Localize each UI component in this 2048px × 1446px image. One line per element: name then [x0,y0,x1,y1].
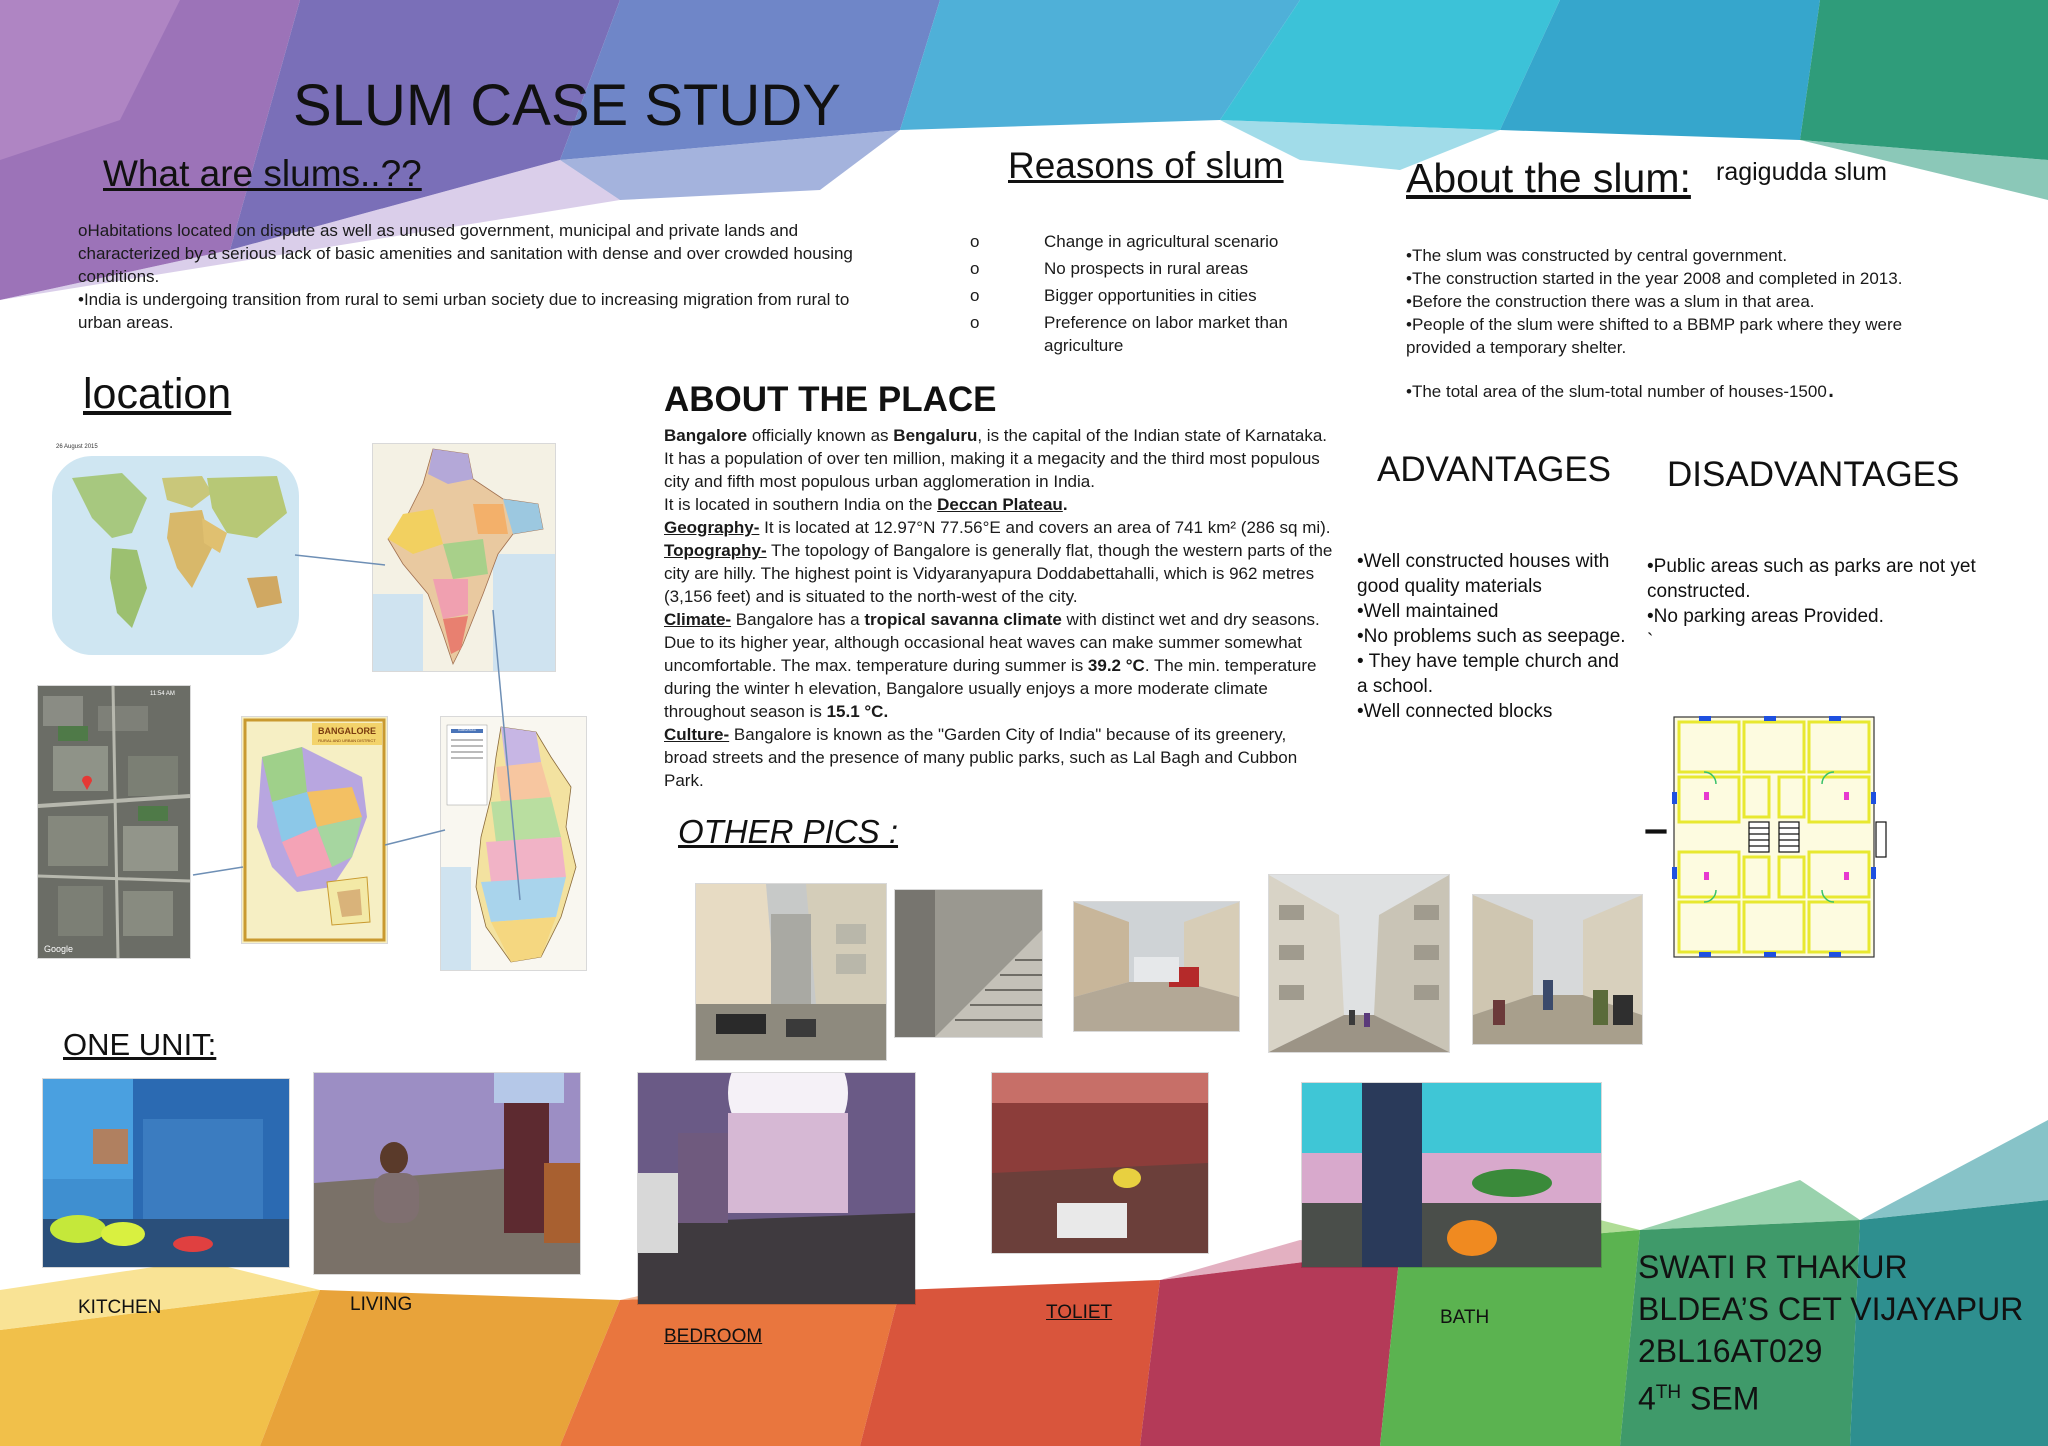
narrow-street-photo [1269,875,1449,1052]
about-line: •The construction started in the year 2008 and completed in 2013. [1406,269,1903,288]
bangalore-district-map-image [242,717,387,943]
advantages-list [1357,549,1627,724]
world-map-image [52,438,299,655]
india-map-image [373,444,555,671]
staircase-photo [895,890,1042,1037]
author-college: BLDEA’S CET VIJAYAPUR [1638,1291,2024,1327]
karnataka-map-title: KARNATAKA [458,728,476,732]
advantages-heading: ADVANTAGES [1377,450,1612,489]
advantage-item: •No problems such as seepage. [1357,626,1626,647]
about-line: •The slum was constructed by central government. [1406,246,1788,265]
lane-photo-car [1074,902,1239,1031]
sat-time: 11:54 AM [150,691,175,697]
location-heading: location [83,370,232,418]
disadvantage-item: •Public areas such as parks are not yet constructed. [1647,556,1976,602]
satellite-map-image [38,686,190,958]
floor-plan-image [1644,712,1889,965]
slum-total: •The total area of the slum-total number of houses-1500. [1406,371,1836,404]
para-bullet: o [78,221,88,240]
bath-photo [1302,1083,1601,1267]
topography-label: Topography- [664,541,767,560]
caption-toilet: TOLIET [1046,1302,1113,1323]
advantage-item: • They have temple church and a school. [1357,651,1619,697]
toilet-photo [992,1073,1208,1253]
author-block [1638,1246,2023,1420]
advantage-item: •Well connected blocks [1357,701,1553,722]
geography-label: Geography- [664,518,760,537]
india-transition: •India is undergoing transition from rural to semi urban society due to increasing migration from rural to urban areas. [78,290,850,332]
living-room-photo [314,1073,580,1274]
other-pics-heading: OTHER PICS : [678,813,899,850]
reason-item: o Bigger opportunities in cities [970,286,1257,305]
author-id: 2BL16AT029 [1638,1333,1823,1369]
climate-label: Climate- [664,610,732,629]
slum-name: ragigudda slum [1716,158,1887,186]
page-title: SLUM CASE STUDY [293,73,841,138]
reason-item: o Preference on labor market than agriculture [970,313,1288,355]
population-text: It has a population of over ten million, making it a megacity and the third most populous city and fifth most populous urban agglomeration in India. [664,449,1320,491]
bangalore-map-subtitle: RURAL AND URBAN DISTRICT [318,738,376,743]
about-place-heading: ABOUT THE PLACE [664,380,997,419]
reasons-heading: Reasons of slum [1008,145,1284,186]
street-photo-1 [696,884,886,1060]
caption-kitchen: KITCHEN [78,1297,162,1318]
kitchen-photo [43,1079,289,1267]
karnataka-map-image [441,717,586,970]
caption-bedroom: BEDROOM [664,1326,763,1347]
reason-item: o Change in agricultural scenario [970,232,1279,251]
culture-label: Culture- [664,725,730,744]
street-photo-people [1473,895,1642,1044]
bengaluru-bold: Bengaluru [893,426,978,445]
map-date: 26 August 2015 [56,444,98,450]
deccan-plateau-link[interactable]: Deccan Plateau [937,495,1063,514]
bangalore-map-title: BANGALORE [318,726,376,736]
reasons-list [970,230,1344,357]
one-unit-heading: ONE UNIT: [63,1027,217,1062]
advantage-item: •Well maintained [1357,601,1499,622]
bedroom-photo [638,1073,915,1304]
author-semester: 4TH SEM [1638,1380,1760,1417]
disadvantages-heading: DISADVANTAGES [1667,455,1960,494]
author-name: SWATI R THAKUR [1638,1249,1908,1285]
about-place-text: Bangalore officially known as Bengaluru, is the capital of the Indian state of Karnataka. It has a population of over ten million, making it a megacity and the third most populous city and fifth most populous urban agglomeration in India. It is located in southern India on the Deccan Plateau. Geography- It is located at 12.97°N 77.56°E and covers an area of 741 km² (286 sq mi). Topography- The topology of Bangalore is generally flat, though the western parts of the city are hilly. The highest point is Vidyaranyapura Doddabettahalli, which is 962 metres (3,156 feet) and is situated to the north-west of the city. Climate- Bangalore has a tropical savanna climate with distinct wet and dry seasons. Due to its higher year, although occasional heat waves can make summer somewhat uncomfortable. The max. temperature during summer is 39.2 °C. The min. temperature during the winter h elevation, Bangalore usually enjoys a more moderate climate throughout season is 15.1 °C. Culture- Bangalore is known as the "Garden City of India" because of its greenery, broad streets and the presence of many public parks, such as Lal Bagh and Cubbon Park. [664,426,1333,790]
disadvantages-list [1647,554,1977,654]
caption-living: LIVING [350,1294,413,1315]
what-are-slums-text [78,219,888,334]
reason-item: o No prospects in rural areas [970,259,1249,278]
bangalore-bold: Bangalore [664,426,748,445]
about-line: •People of the slum were shifted to a BBMP park where they were provided a temporary shelter. [1406,315,1903,357]
google-label: Google [44,944,74,954]
advantage-item: •Well constructed houses with good quality materials [1357,551,1610,597]
caption-bath: BATH [1440,1307,1490,1328]
stray-mark: ` [1647,631,1654,652]
slum-definition: Habitations located on dispute as well as unused government, municipal and private lands and characterized by a serious lack of basic amenities and sanitation with dense and over crowded housing conditions. [78,221,853,286]
what-are-slums-heading: What are slums..?? [103,153,422,194]
about-slum-text [1406,244,1966,403]
about-slum-heading: About the slum: [1406,155,1691,201]
about-line: •Before the construction there was a slum in that area. [1406,292,1815,311]
disadvantage-item: •No parking areas Provided. [1647,606,1884,627]
